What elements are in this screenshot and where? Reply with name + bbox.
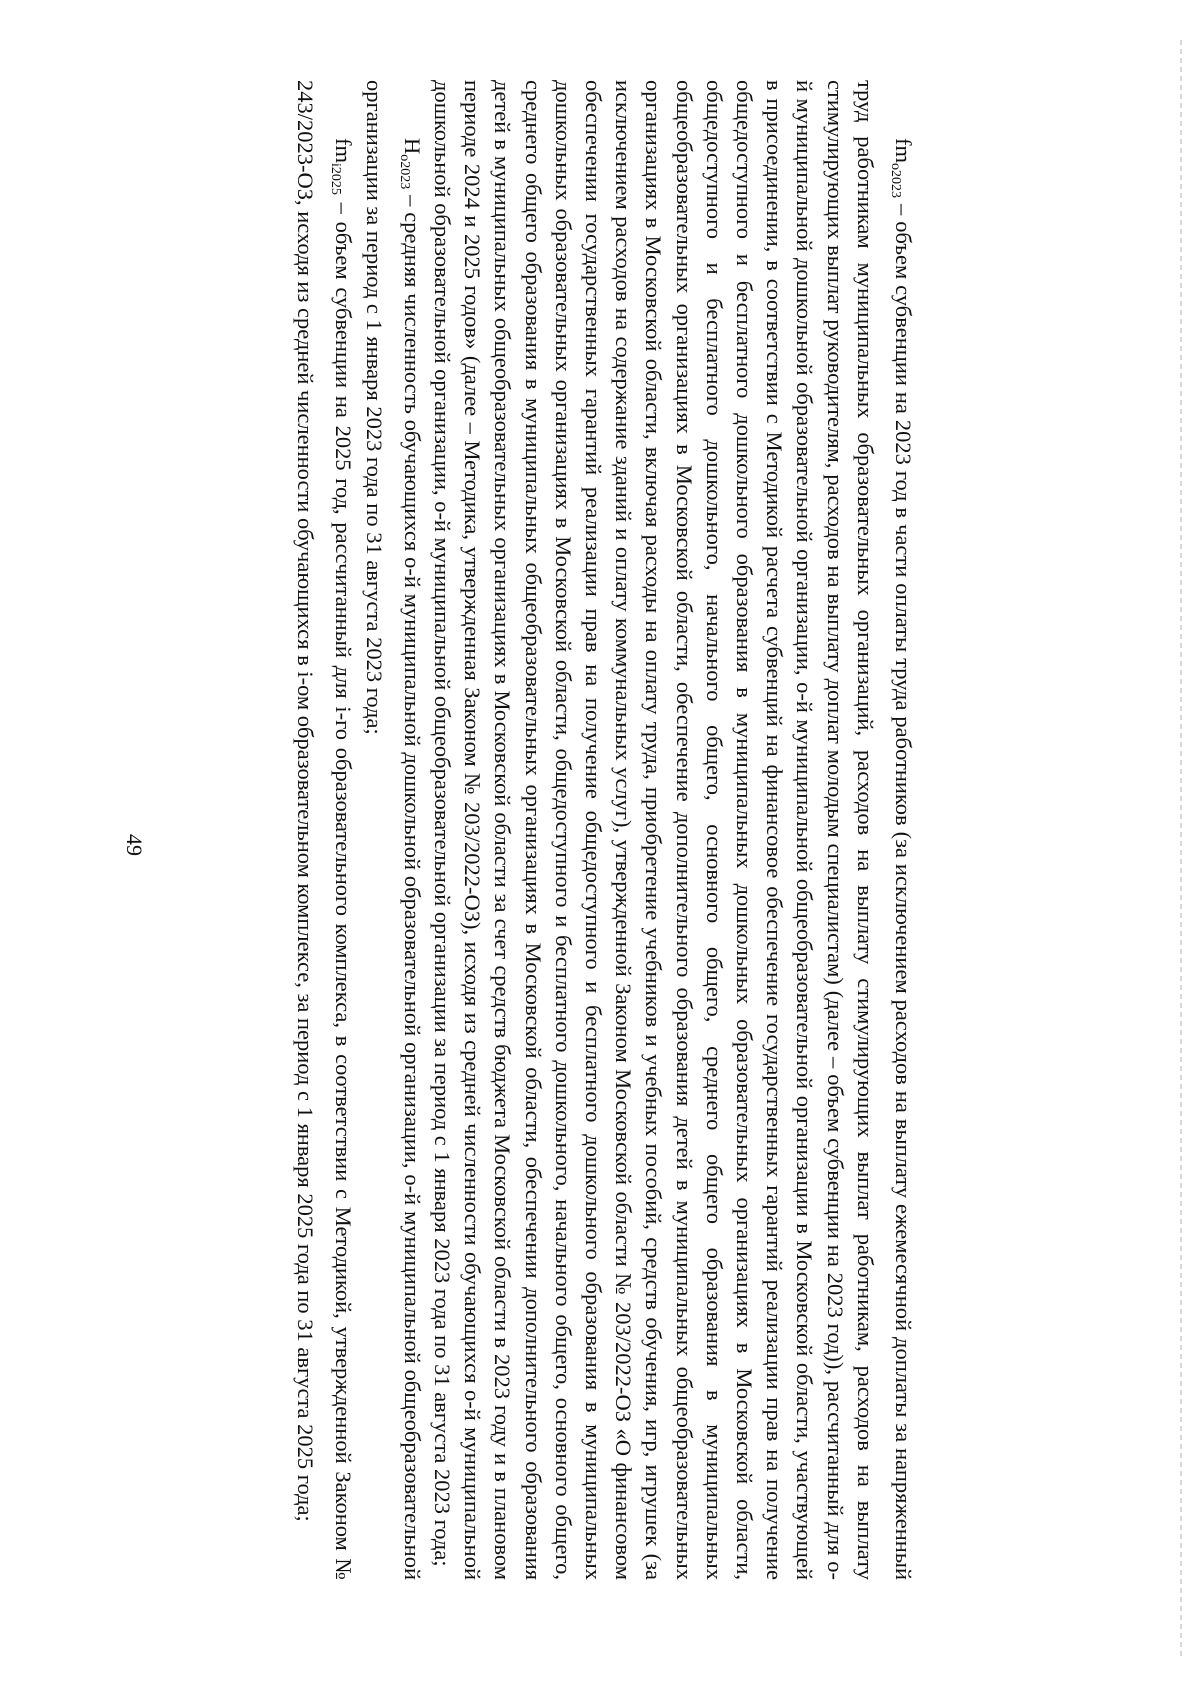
paragraph-text: – средняя численность обучающихся о-й муниципальной дошкольной образовательной организации, о-й муниципальной общеобразовательной организации за период с 1 января 2023 года по 31 августа 2023 года;	[361, 80, 425, 1580]
page-number: 49	[122, 834, 147, 856]
formula-symbol: $fm_{o2023}$	[888, 138, 916, 198]
paragraph-n-o2023	[358, 80, 426, 1580]
paragraph-text: – объем субвенции на 2023 год в части оплаты труда работников (за исключением расходов на выплату ежемесячной доплаты за напряженный труд работникам муниципальных образовательных организаций, расходов на выплату стимулирующих выплат работникам, расходов на выплату стимулирующих выплат руководителям, расходов на выплату доплат молодым специалистам) (далее – объем субвенции на 2023 год)), рассчитанный для о-й муниципальной дошкольной образовательной организации, о-й муниципальной общеобразовательной организации в Московской области, участвующей в присоединении, в соответствии с Методикой расчета субвенций на финансовое обеспечение государственных гарантий реализации прав на получение общедоступного и бесплатного дошкольного образования в муниципальных дошкольных образовательных организациях в Московской области, общедоступного и бесплатного дошкольного, начального общего, основного общего, среднего общего образования в муниципальных общеобразовательных организациях в Московской области, обеспечение дополнительного образования детей в муниципальных общеобразовательных организациях в Московской области, включая расходы на оплату труда, приобретение учебников и учебных пособий, средств обучения, игр, игрушек (за исключением расходов на содержание зданий и оплату коммунальных услуг), утвержденной Законом Московской области № 203/2022-ОЗ «О финансовом обеспечении государственных гарантий реализации прав на получение общедоступного и бесплатного дошкольного образования в муниципальных дошкольных образовательных организациях в Московской области, общедоступного и бесплатного дошкольного, начального общего, основного общего, среднего общего образования в муниципальных общеобразовательных организациях в Московской области, обеспечении дополнительного образования детей в муниципальных общеобразовательных организациях в Московской области за счет средств бюджета Московской области в 2023 году и в плановом периоде 2024 и 2025 годов» (далее – Методика, утвержденная Законом № 203/2022-ОЗ), исходя из средней численности обучающихся о-й муниципальной дошкольной образовательной организации, о-й муниципальной общеобразовательной организации за период с 1 января 2023 года по 31 августа 2023 года;	[429, 80, 916, 1580]
paragraph-fm-i2025	[290, 80, 358, 1580]
formula-symbol: $fm_{i2025}$	[328, 138, 357, 195]
scan-edge-artifact	[1180, 40, 1182, 1660]
paragraph-fm-o2023	[427, 80, 918, 1580]
formula-symbol: $Н_{o2023}$	[396, 138, 425, 190]
paragraph-text: – объем субвенции на 2025 год, рассчитанный для i-го образовательного комплекса, в соответствии с Методикой, утвержденной Законом № 243/2023-ОЗ, исходя из средней численности обучающихся в i-ом образовательном комплексе, за период с 1 января 2025 года по 31 августа 2025 года;	[293, 80, 357, 1580]
document-body	[158, 80, 918, 1580]
